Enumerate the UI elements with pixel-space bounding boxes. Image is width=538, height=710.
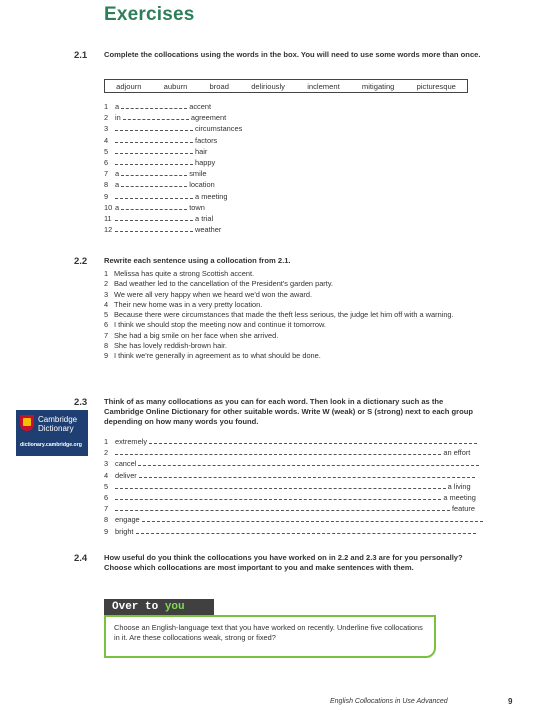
logo-url: dictionary.cambridge.org bbox=[20, 442, 82, 448]
sentence-text: Melissa has quite a strong Scottish accent. bbox=[114, 269, 255, 278]
list-item bbox=[104, 526, 483, 537]
answer-gap bbox=[136, 527, 477, 534]
answer-gap bbox=[115, 147, 193, 154]
item-number: 6 bbox=[104, 320, 109, 330]
answer-gap bbox=[115, 504, 450, 511]
item-suffix: factors bbox=[193, 135, 218, 145]
item-number: 7 bbox=[104, 330, 109, 340]
over-to-you-label: Over to bbox=[112, 601, 165, 613]
item-suffix: a meeting bbox=[441, 492, 476, 502]
answer-gap bbox=[123, 113, 189, 120]
item-prefix: a bbox=[115, 102, 122, 111]
list-item bbox=[104, 224, 242, 235]
answer-gap bbox=[121, 203, 187, 210]
answer-gap bbox=[115, 493, 441, 500]
box-word: auburn bbox=[163, 81, 188, 91]
item-number: 11 bbox=[104, 213, 112, 223]
item-number: 5 bbox=[104, 481, 109, 491]
list-item bbox=[104, 470, 483, 481]
item-suffix: circumstances bbox=[193, 124, 243, 134]
sentence-text: I think we're generally in agreement as to what should be done. bbox=[114, 351, 321, 361]
item-number: 8 bbox=[104, 341, 109, 351]
exercise-instruction: Complete the collocations using the words in the box. You will need to use some words more than once. bbox=[104, 50, 481, 59]
box-word: broad bbox=[209, 81, 229, 91]
collocation-list bbox=[104, 101, 242, 235]
box-word: picturesque bbox=[416, 81, 456, 91]
box-word: adjourn bbox=[116, 81, 142, 91]
item-prefix: in bbox=[115, 113, 123, 123]
answer-gap bbox=[115, 214, 193, 221]
item-suffix: a trial bbox=[193, 213, 214, 223]
cambridge-dictionary-logo bbox=[16, 410, 88, 456]
exercise-instruction: Think of as many collocations as you can for each word. Then look in a dictionary such as the Cambridge Online Dictionary for other suitable words. Write W (weak) or S (strong) next to each group depending on how many words you found. bbox=[104, 397, 474, 426]
page-number: 9 bbox=[508, 697, 513, 706]
page-title: Exercises bbox=[104, 4, 195, 25]
item-suffix: accent bbox=[187, 102, 212, 111]
item-number: 9 bbox=[104, 191, 109, 201]
item-number: 10 bbox=[104, 202, 113, 212]
answer-gap bbox=[138, 459, 479, 466]
item-suffix: smile bbox=[187, 169, 207, 179]
answer-gap bbox=[115, 225, 193, 232]
item-suffix: a living bbox=[445, 481, 471, 491]
item-number: 5 bbox=[104, 310, 109, 320]
exercise-number: 2.2 bbox=[74, 256, 88, 267]
sentence-text: We were all very happy when we heard we'd won the award. bbox=[114, 289, 313, 299]
sentence-text: She has lovely reddish-brown hair. bbox=[114, 341, 227, 351]
item-number: 9 bbox=[104, 351, 109, 361]
exercise-number: 2.3 bbox=[74, 397, 88, 408]
item-suffix: an effort bbox=[441, 448, 471, 458]
sentence-text: Their new home was in a very pretty location. bbox=[114, 299, 263, 309]
answer-gap bbox=[121, 169, 187, 176]
answer-gap bbox=[115, 192, 193, 199]
list-item bbox=[104, 157, 242, 168]
list-item bbox=[104, 123, 242, 134]
list-item bbox=[104, 351, 484, 361]
crest-icon bbox=[20, 415, 34, 431]
item-prefix: engage bbox=[115, 515, 142, 525]
list-item bbox=[104, 320, 484, 330]
item-prefix: extremely bbox=[115, 437, 150, 446]
item-suffix: a meeting bbox=[193, 191, 228, 201]
over-to-you-tab bbox=[104, 599, 214, 615]
list-item bbox=[104, 341, 484, 351]
exercise-instruction: Rewrite each sentence using a collocation from 2.1. bbox=[104, 256, 291, 265]
item-number: 6 bbox=[104, 157, 109, 167]
item-number: 1 bbox=[104, 437, 109, 446]
sentence-list bbox=[104, 269, 484, 362]
sentence-text: Because there were circumstances that made the theft less serious, the judge let him off with a warning. bbox=[114, 310, 454, 320]
list-item bbox=[104, 492, 483, 503]
box-word: deliriously bbox=[251, 81, 285, 91]
list-item bbox=[104, 202, 242, 213]
answer-gap bbox=[115, 482, 446, 489]
item-number: 4 bbox=[104, 299, 109, 309]
list-item bbox=[104, 290, 484, 300]
item-number: 2 bbox=[104, 279, 109, 289]
list-item bbox=[104, 300, 484, 310]
list-item bbox=[104, 279, 484, 289]
sentence-text: Bad weather led to the cancellation of the President's garden party. bbox=[114, 279, 334, 289]
item-number: 7 bbox=[104, 504, 109, 514]
over-to-you-label-you: you bbox=[164, 601, 185, 613]
list-item bbox=[104, 503, 483, 514]
list-item bbox=[104, 213, 242, 224]
item-suffix: hair bbox=[193, 146, 208, 156]
item-number: 8 bbox=[104, 180, 109, 190]
item-number: 5 bbox=[104, 146, 109, 156]
item-number: 9 bbox=[104, 526, 109, 536]
item-number: 3 bbox=[104, 459, 109, 469]
list-item bbox=[104, 179, 242, 190]
item-number: 3 bbox=[104, 124, 109, 134]
item-number: 1 bbox=[104, 102, 109, 111]
list-item bbox=[104, 310, 484, 320]
sentence-text: She had a big smile on her face when she arrived. bbox=[114, 330, 279, 340]
item-suffix: agreement bbox=[188, 113, 227, 123]
item-suffix: weather bbox=[193, 225, 222, 235]
list-item bbox=[104, 481, 483, 492]
answer-gap bbox=[121, 102, 187, 109]
exercise-number: 2.4 bbox=[74, 553, 88, 564]
box-word: inclement bbox=[307, 81, 340, 91]
item-prefix: a bbox=[115, 169, 122, 179]
answer-gap bbox=[139, 471, 476, 478]
over-to-you-box: Choose an English-language text that you have worked on recently. Underline five collocations in it. Are these collocations weak, strong or fixed? bbox=[104, 615, 436, 658]
item-suffix: location bbox=[187, 180, 215, 190]
item-prefix: bright bbox=[115, 526, 136, 536]
list-item bbox=[104, 191, 242, 202]
item-suffix: happy bbox=[193, 157, 216, 167]
item-number: 4 bbox=[104, 470, 109, 480]
exercise-instruction: How useful do you think the collocations you have worked on in 2.2 and 2.3 are for you personally? Choose which collocations are most important to you and make sentences with them. bbox=[104, 553, 463, 572]
sentence-text: I think we should stop the meeting now and continue it tomorrow. bbox=[114, 320, 326, 330]
list-item bbox=[104, 146, 242, 157]
item-number: 4 bbox=[104, 135, 109, 145]
item-number: 8 bbox=[104, 515, 109, 525]
list-item bbox=[104, 168, 242, 179]
answer-gap bbox=[149, 437, 477, 444]
list-item bbox=[104, 447, 483, 458]
list-item bbox=[104, 331, 484, 341]
item-prefix: a bbox=[115, 202, 122, 212]
item-prefix: cancel bbox=[115, 459, 139, 469]
item-number: 7 bbox=[104, 169, 109, 179]
list-item bbox=[104, 269, 484, 279]
logo-line-1: Cambridge bbox=[38, 415, 78, 424]
answer-gap bbox=[115, 136, 193, 143]
item-number: 2 bbox=[104, 113, 109, 123]
exercise-number: 2.1 bbox=[74, 50, 88, 61]
item-number: 6 bbox=[104, 492, 109, 502]
list-item bbox=[104, 112, 242, 123]
item-suffix: town bbox=[187, 202, 205, 212]
list-item bbox=[104, 135, 242, 146]
list-item bbox=[104, 101, 242, 112]
answer-gap bbox=[121, 180, 187, 187]
item-prefix: a bbox=[115, 180, 122, 190]
answer-gap bbox=[115, 158, 193, 165]
answer-gap bbox=[115, 448, 441, 455]
item-number: 2 bbox=[104, 448, 109, 458]
box-word: mitigating bbox=[361, 81, 395, 91]
footer-book-title: English Collocations in Use Advanced bbox=[330, 698, 448, 705]
item-number: 3 bbox=[104, 289, 109, 299]
answer-gap bbox=[142, 515, 483, 522]
item-number: 12 bbox=[104, 225, 113, 235]
word-box bbox=[104, 79, 468, 93]
list-item bbox=[104, 514, 483, 525]
answer-gap bbox=[115, 124, 193, 131]
logo-line-2: Dictionary bbox=[38, 424, 74, 433]
item-prefix: deliver bbox=[115, 470, 139, 480]
list-item bbox=[104, 436, 483, 447]
list-item bbox=[104, 458, 483, 469]
item-number: 1 bbox=[104, 269, 109, 278]
word-list bbox=[104, 436, 483, 537]
item-suffix: feature bbox=[449, 504, 475, 514]
